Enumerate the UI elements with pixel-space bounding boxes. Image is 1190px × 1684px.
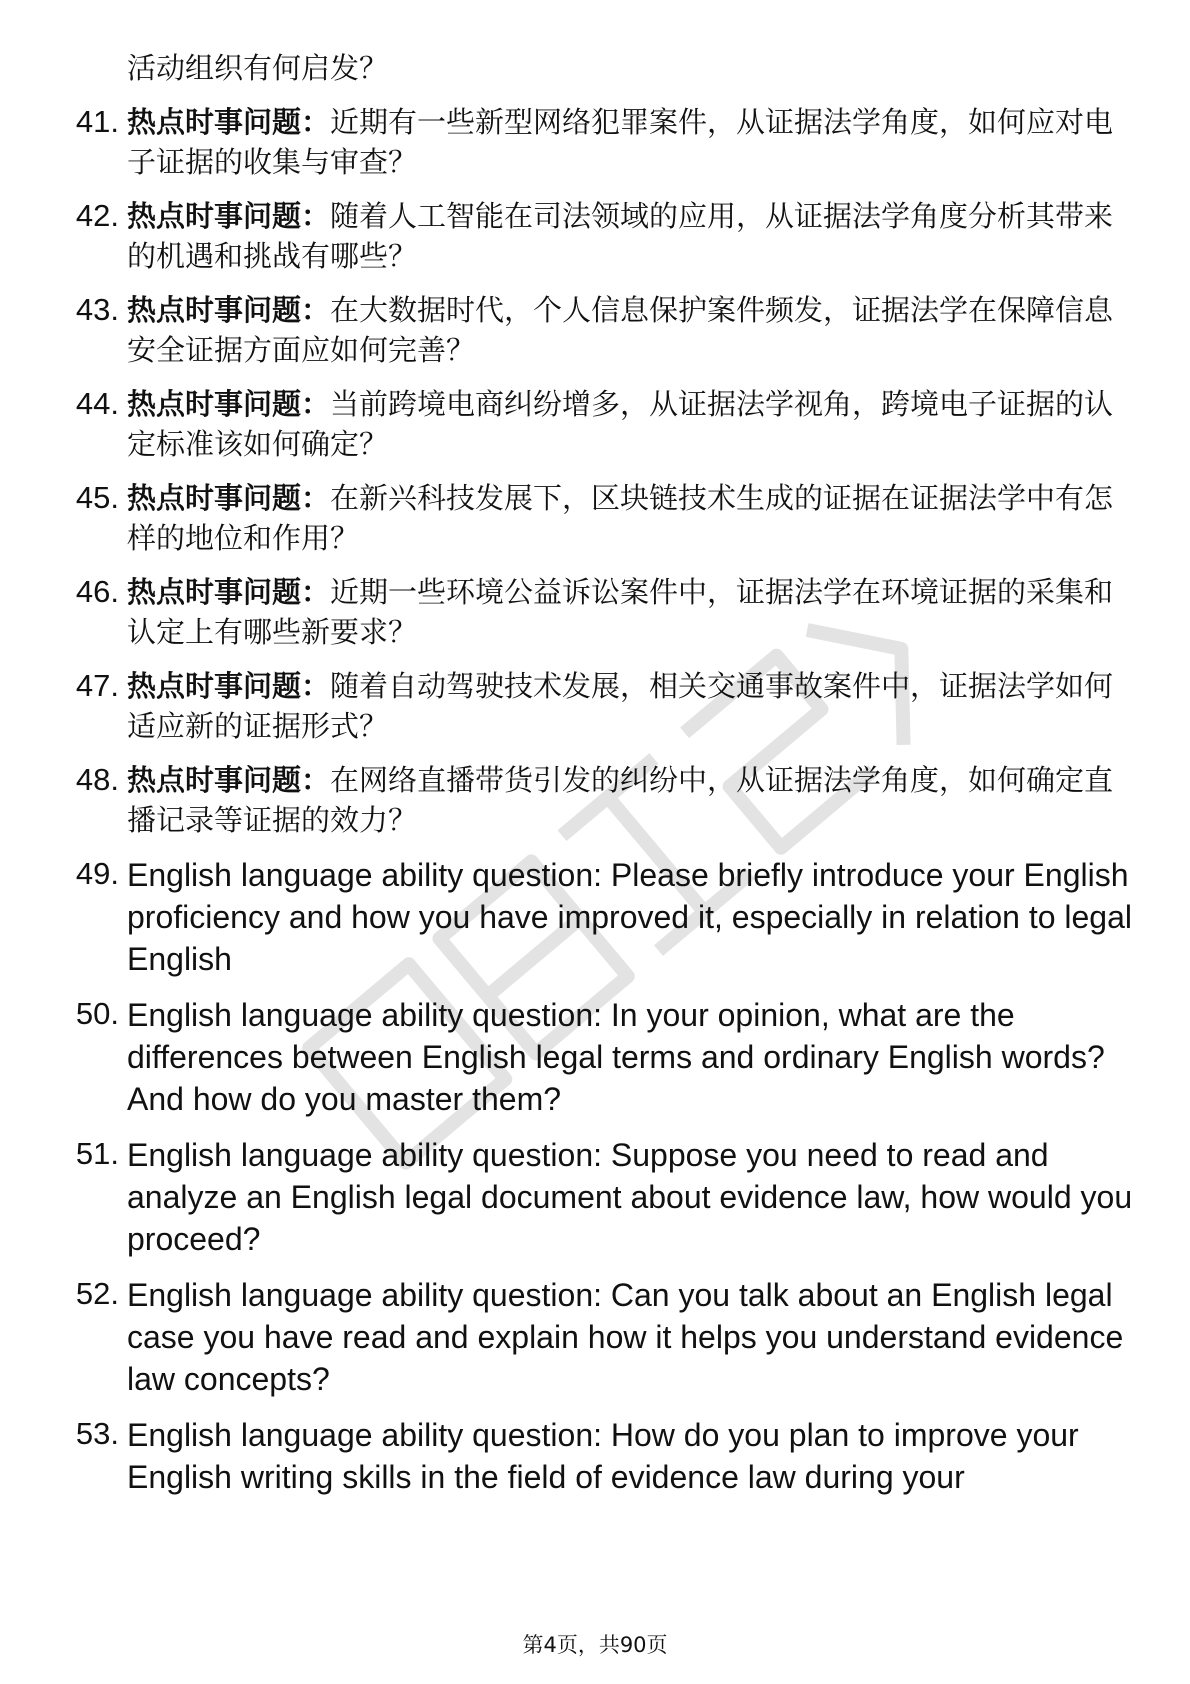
question-body: [127, 760, 1137, 840]
content-area: [0, 48, 1190, 1512]
question-text: English language ability question: Suppose you need to read and analyze an English legal document about evidence law, how would you proceed?: [127, 1137, 1133, 1257]
page-footer: 第4页，共90页: [522, 1633, 668, 1657]
question-body: [127, 478, 1137, 558]
question-body: [127, 572, 1137, 652]
question-list: [0, 102, 1190, 1498]
question-number: 41.: [75, 104, 119, 139]
question-number: 51.: [75, 1136, 119, 1171]
question-category: 热点时事问题：: [127, 763, 331, 797]
list-item: [0, 1274, 1190, 1400]
list-item: [0, 384, 1190, 464]
question-body: [127, 102, 1137, 182]
question-text: 近期有一些新型网络犯罪案件，从证据法学角度，如何应对电子证据的收集与审查？: [127, 105, 1114, 179]
list-item: [0, 102, 1190, 182]
question-category: 热点时事问题：: [127, 199, 331, 233]
question-number: 47.: [75, 668, 119, 703]
question-body: [127, 666, 1137, 746]
question-body: [127, 196, 1137, 276]
question-number: 48.: [75, 762, 119, 797]
question-number: 52.: [75, 1276, 119, 1311]
question-text: English language ability question: Can you talk about an English legal case you have read and explain how it helps you understand evidence law concepts?: [127, 1277, 1124, 1397]
continuation-text: 活动组织有何启发？: [127, 51, 389, 85]
question-number: 53.: [75, 1416, 119, 1451]
question-number: 42.: [75, 198, 119, 233]
question-number: 43.: [75, 292, 119, 327]
question-text: 在网络直播带货引发的纠纷中，从证据法学角度，如何确定直播记录等证据的效力？: [127, 763, 1114, 837]
question-text: English language ability question: How do you plan to improve your English writing skills in the field of evidence law during your: [127, 1417, 1079, 1495]
question-category: 热点时事问题：: [127, 669, 331, 703]
list-item: [0, 760, 1190, 840]
question-text: 近期一些环境公益诉讼案件中，证据法学在环境证据的采集和认定上有哪些新要求？: [127, 575, 1114, 649]
question-number: 50.: [75, 996, 119, 1031]
question-category: 热点时事问题：: [127, 387, 331, 421]
question-category: 热点时事问题：: [127, 105, 331, 139]
question-number: 44.: [75, 386, 119, 421]
question-category: 热点时事问题：: [127, 481, 331, 515]
list-item: [0, 666, 1190, 746]
question-category: 热点时事问题：: [127, 293, 331, 327]
list-item: [0, 572, 1190, 652]
question-number: 46.: [75, 574, 119, 609]
list-item: [0, 994, 1190, 1120]
question-text: 在新兴科技发展下，区块链技术生成的证据在证据法学中有怎样的地位和作用？: [127, 481, 1114, 555]
question-number: 45.: [75, 480, 119, 515]
list-item: [0, 290, 1190, 370]
question-text: English language ability question: Please briefly introduce your English proficiency and how you have improved it, especially in relation to legal English: [127, 857, 1132, 977]
question-text: 在大数据时代，个人信息保护案件频发，证据法学在保障信息安全证据方面应如何完善？: [127, 293, 1114, 367]
question-text: 随着人工智能在司法领域的应用，从证据法学角度分析其带来的机遇和挑战有哪些？: [127, 199, 1114, 273]
list-item: [0, 1414, 1190, 1498]
list-item: [0, 1134, 1190, 1260]
list-item: [0, 196, 1190, 276]
question-text: English language ability question: In your opinion, what are the differences between English legal terms and ordinary English words? And how do you master them?: [127, 997, 1105, 1117]
question-body: [127, 384, 1137, 464]
question-category: 热点时事问题：: [127, 575, 331, 609]
question-text: 当前跨境电商纠纷增多，从证据法学视角，跨境电子证据的认定标准该如何确定？: [127, 387, 1114, 461]
question-number: 49.: [75, 856, 119, 891]
list-item: [0, 478, 1190, 558]
question-body: [127, 290, 1137, 370]
question-text: 随着自动驾驶技术发展，相关交通事故案件中，证据法学如何适应新的证据形式？: [127, 669, 1114, 743]
list-item: [0, 854, 1190, 980]
